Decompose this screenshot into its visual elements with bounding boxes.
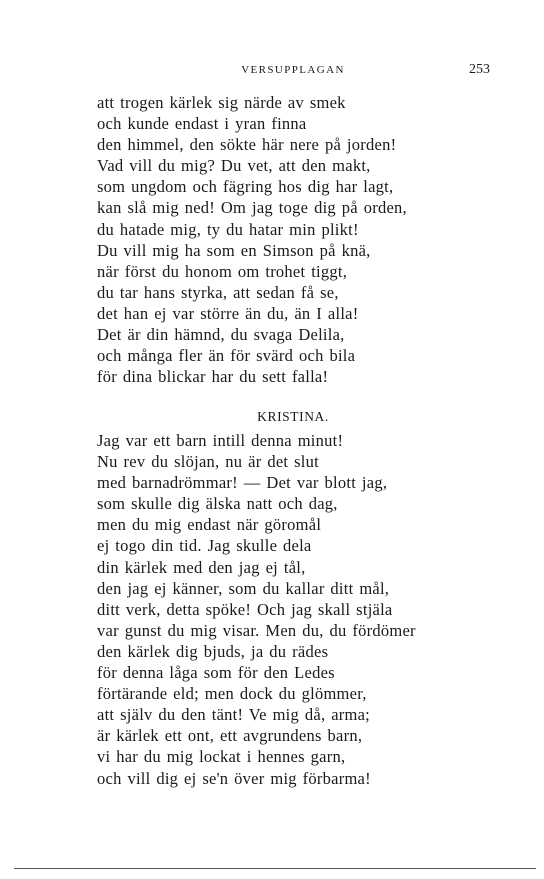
page-edge-rule [14, 868, 536, 869]
verse-line: den himmel, den sökte här nere på jorden! [97, 135, 397, 155]
speaker-name: KRISTINA. [257, 409, 329, 424]
running-head [96, 62, 490, 78]
verse-line: vi har du mig lockat i hennes garn, [97, 747, 346, 767]
verse-stanza [97, 430, 497, 789]
verse-line: du hatade mig, ty du hatar min plikt! [97, 219, 359, 239]
verse-line: kan slå mig ned! Om jag toge dig på orden, [97, 198, 407, 218]
verse-line: för denna låga som för den Ledes [97, 663, 335, 683]
verse-line: att trogen kärlek sig närde av smek [97, 93, 346, 112]
verse-line: när först du honom om trohet tiggt, [97, 261, 348, 281]
verse-line: och många fler än för svärd och bila [97, 346, 356, 366]
verse-line: och kunde endast i yran finna [97, 114, 307, 134]
verse-line: den jag ej känner, som du kallar ditt mål, [97, 578, 390, 598]
verse-line: är kärlek ett ont, ett avgrundens barn, [97, 726, 363, 746]
verse-line: men du mig endast när göromål [97, 515, 322, 535]
verse-line: din kärlek med den jag ej tål, [97, 557, 306, 577]
verse-line: som ungdom och fägring hos dig har lagt, [97, 177, 394, 197]
verse-line: det han ej var större än du, än I alla! [97, 303, 359, 323]
verse-line: Det är din hämnd, du svaga Delila, [97, 325, 345, 345]
verse-line: och vill dig ej se'n över mig förbarma! [97, 768, 371, 788]
verse-line: förtärande eld; men dock du glömmer, [97, 684, 367, 704]
verse-line: som skulle dig älska natt och dag, [97, 494, 338, 514]
verse-line: att själv du den tänt! Ve mig då, arma; [97, 705, 371, 725]
verse-line: Du vill mig ha som en Simson på knä, [97, 240, 371, 260]
verse-line: ditt verk, detta spöke! Och jag skall stjäla [97, 599, 393, 619]
verse-line: var gunst du mig visar. Men du, du fördömer [97, 620, 416, 640]
verse-line: med barnadrömmar! — Det var blott jag, [97, 473, 388, 493]
verse-line: ej togo din tid. Jag skulle dela [97, 536, 312, 556]
verse-stanza [97, 92, 497, 387]
verse-line: du tar hans styrka, att sedan få se, [97, 282, 339, 302]
running-title: VERSUPPLAGAN [241, 64, 345, 76]
verse-line: den kärlek dig bjuds, ja du rädes [97, 641, 329, 661]
verse-line: Nu rev du slöjan, nu är det slut [97, 452, 319, 472]
page-number: 253 [469, 62, 490, 77]
verse-line: Vad vill du mig? Du vet, att den makt, [97, 156, 371, 176]
verse-line: för dina blickar har du sett falla! [97, 367, 329, 387]
verse-line: Jag var ett barn intill denna minut! [97, 431, 344, 450]
